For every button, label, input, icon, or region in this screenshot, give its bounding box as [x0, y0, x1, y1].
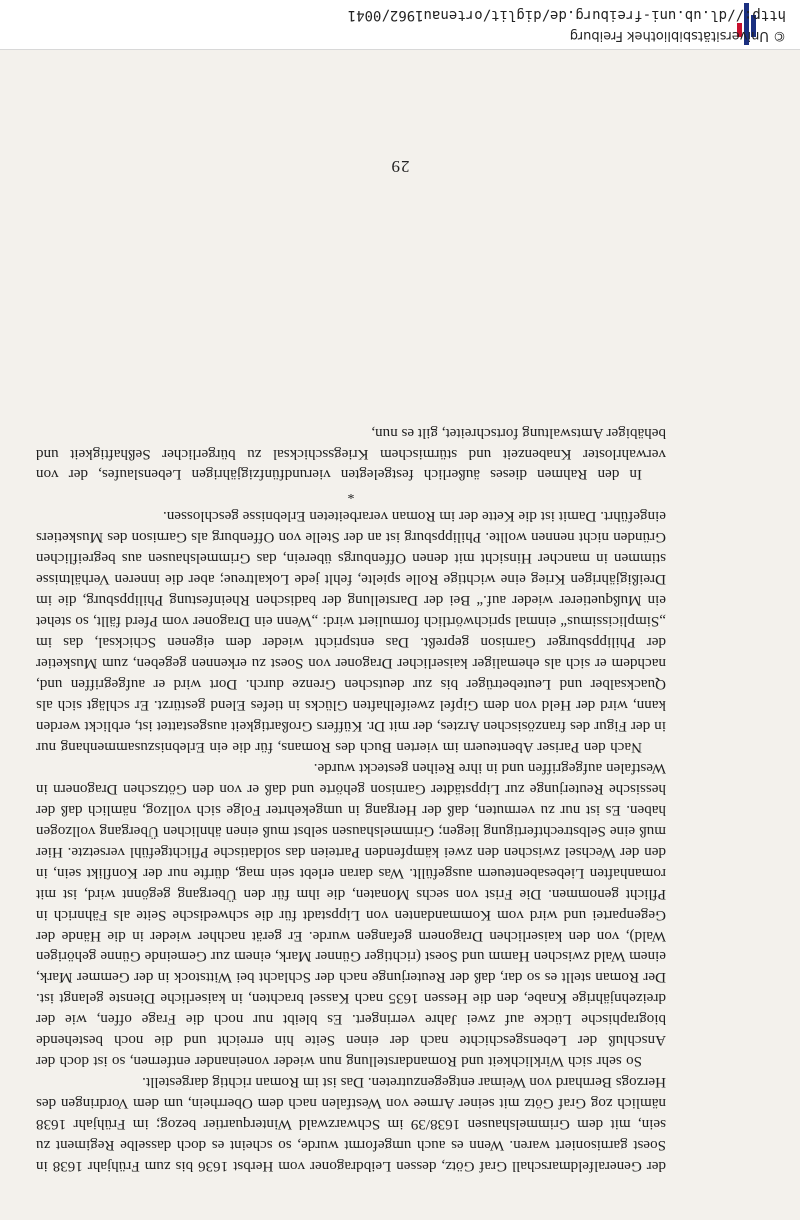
paragraph-3: Nach den Pariser Abenteuern im vierten Buch des Romans, für die ein Erlebniszusammenhang nur in der Figur des französischen Arztes, der mit Dr. Küffers Großartigkeit ausgestattet ist, erblickt werden kann, wird der Held von dem Gipfel zweifelhaften Glücks in tiefes Elend gestürzt. Er schlägt sich als Quacksalber und Leutebetrüger bis zur deutschen Grenze durch. Dort wird er aufgegriffen und, nachdem er sich als ehemaliger kaiserlicher Dragoner von Soest zu erkennen gegeben, zum Musketier der Philippsburger Garnison gepreßt. Das entspricht wieder dem eigenen Schicksal, das im „Simplicissimus“ einmal sprichwörtlich formuliert wird: „Wenn ein Dragoner vom Pferd fällt, so stehet ein Mußquetierer wieder auf.“ Bei der Darstellung der badischen Rheinfestung Philippsburg, die im Dreißigjährigen Krieg eine wichtige Rolle spielte, fehlt jede Lokaltreue; aber die inneren Verhältnisse stimmen in mancher Hinsicht mit denen Offenburgs überein, das Grimmelshausen aus begreiflichen Gründen nicht nennen wollte. Philippsburg ist an der Stelle von Offenburg als Garnison des Musketiers eingeführt. Damit ist die Kette der im Roman verarbeiteten Erlebnisse geschlossen. [36, 508, 666, 755]
paragraph-4: In den Rahmen dieses äußerlich festgelegten vierundfünfzigjährigen Lebenslaufes, der von verwahrloster Knabenzeit und stürmischem Kriegsschicksal zu bürgerlicher Seßhaftigkeit und behäbiger Amtswaltung fortschreitet, gilt es nun, [36, 424, 666, 483]
document-url-link[interactable]: http://dl.ub.uni-freiburg.de/diglit/ortenau1962/0041 [347, 7, 786, 23]
paragraph-2: So sehr sich Wirklichkeit und Romandarstellung nun wieder voneinander entfernen, so ist doch der Anschluß der Lebensgeschichte nach der einen Seite hin erreicht und die noch bestehende biographische Lücke auf zwei Jahre verringert. Es bleibt nur noch die Frage offen, wie der dreizehnjährige Knabe, den die Hessen 1635 nach Kassel brachten, in kaiserliche Dienste gelangt ist. Der Roman stellt es so dar, daß der Reuterjunge nach der Schlacht bei Wittstock in der Gemmer Mark, einem Wald zwischen Hamm und Soest (richtiger Günner Mark, einem zur Gemeinde Günne gehörigen Wald), von den kaiserlichen Dragonern gefangen wurde. Er gerät nachher wieder in die Hände der Gegenpartei und wird vom Kommandanten von Lippstadt für die schwedische Seite als Fähnrich in Pflicht genommen. Die Frist von sechs Monaten, die ihm für den Übergang gegönnt wird, ist mit romanhaften Liebesabenteuern ausgefüllt. Was daran erlebt sein mag, dürfte nur der Konflikt sein, in den der Wechsel zwischen den zwei kämpfenden Parteien das soldatische Pflichtgefühl versetzte. Hier muß eine Selbstrechtfertigung liegen; Grimmelshausen selbst muß einen ähnlichen Übergang vollzogen haben. Es ist nur zu vermuten, daß der Hergang in umgekehrter Folge sich vollzog, nämlich daß der hessische Reuterjunge zur Lippstädter Garnison gehörte und daß er von den Götzschen Dragonern in Westfalen aufgegriffen und in ihre Reihen gesteckt wurde. [36, 759, 666, 1070]
body-text [36, 422, 666, 1176]
paragraph-1: der Generalfeldmarschall Graf Götz, dessen Leibdragoner vom Herbst 1636 bis zum Frühjahr 1638 in Soest garnisoniert waren. Wenn es auch umgeformt wurde, so scheint es doch dasselbe Regiment zu sein, mit dem Grimmelshausen 1638/39 im Schwarzwald Winterquartier bezog; im Frühjahr 1638 nämlich zog Graf Götz mit seiner Armee von Westfalen nach dem Oberrhein, um dem Vordringen des Herzogs Bernhard von Weimar entgegenzutreten. Das ist im Roman richtig dargestellt. [36, 1074, 666, 1174]
section-separator: * [347, 486, 355, 502]
footer-bar [0, 0, 800, 50]
scanned-page [0, 50, 800, 1220]
copyright-notice: © Universitätsbibliothek Freiburg [569, 28, 786, 43]
page-number: 29 [390, 157, 410, 176]
